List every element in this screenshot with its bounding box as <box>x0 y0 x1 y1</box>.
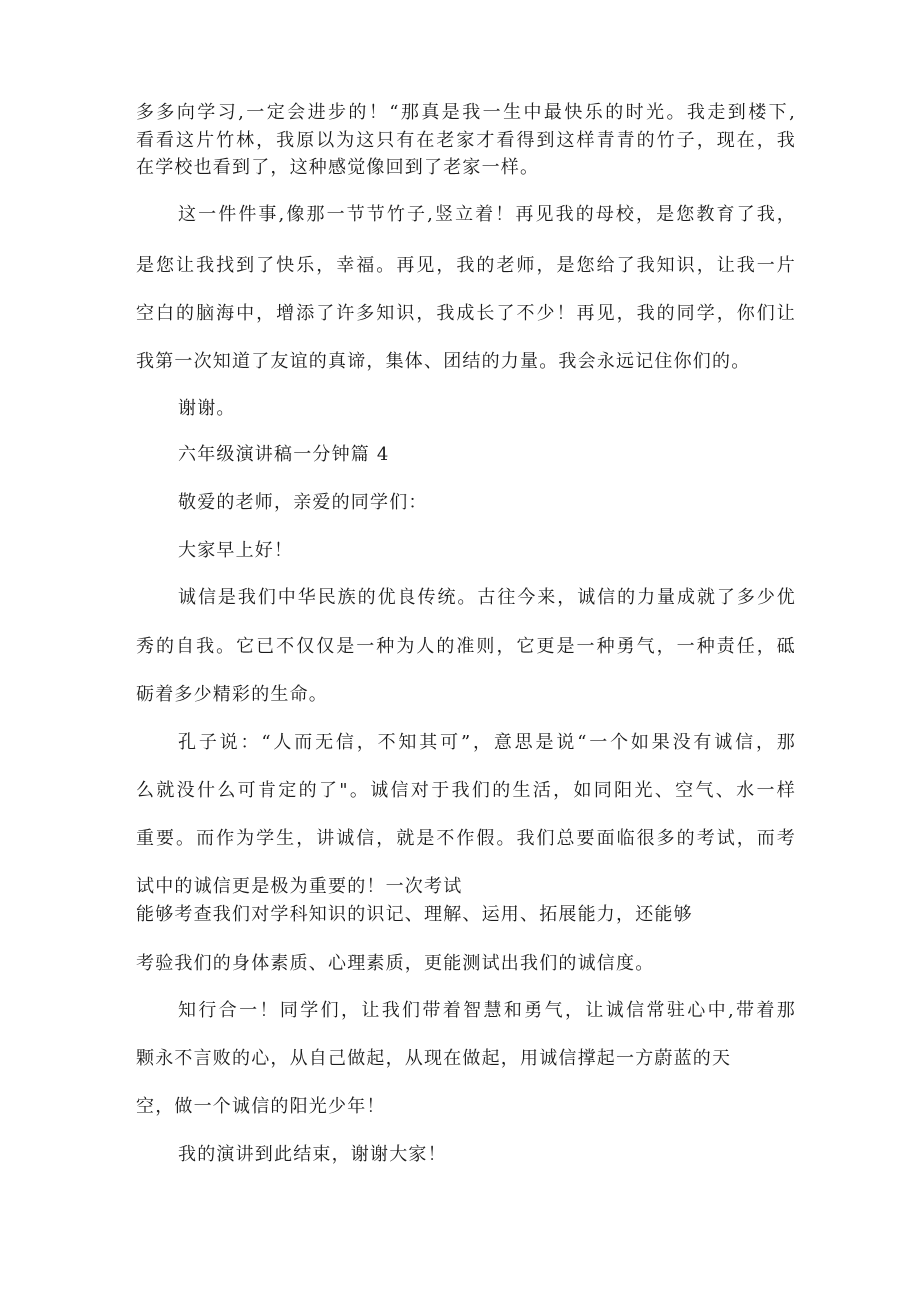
section-heading: 六年级演讲稿一分钟篇 4 <box>178 444 390 465</box>
text-line: 砺着多少精彩的生命。 <box>136 684 328 705</box>
text-line: 多多向学习,一定会进步的！“那真是我一生中最快乐的时光。我走到楼下, <box>136 102 796 123</box>
text-line: 颗永不言败的心，从自己做起，从现在做起，用诚信撑起一方蔚蓝的天 <box>136 1048 732 1069</box>
text-line: 重要。而作为学生，讲诚信，就是不作假。我们总要面临很多的考试，而考 <box>136 828 796 849</box>
text-line: 看看这片竹林，我原以为这只有在老家才看得到这样青青的竹子，现在，我 <box>136 130 796 151</box>
text-line: 空白的脑海中，增添了许多知识，我成长了不少！再见，我的同学，你们让 <box>136 303 796 324</box>
closing-line: 我的演讲到此结束，谢谢大家！ <box>178 1144 447 1165</box>
text-line: 能够考查我们对学科知识的识记、理解、运用、拓展能力，还能够 <box>136 904 693 925</box>
text-line: 我第一次知道了友谊的真谛，集体、团结的力量。我会永远记住你们的。 <box>136 351 751 372</box>
text-line: 诚信是我们中华民族的优良传统。古往今来，诚信的力量成就了多少优 <box>178 587 796 608</box>
text-line: 这一件件事,像那一节节竹子,竖立着！再见我的母校，是您教育了我， <box>178 204 796 225</box>
text-line: 空，做一个诚信的阳光少年！ <box>136 1096 386 1117</box>
text-line: 谢谢。 <box>178 398 236 419</box>
text-line: 孔子说：“人而无信，不知其可”，意思是说“一个如果没有诚信，那 <box>178 732 796 753</box>
text-line: 试中的诚信更是极为重要的！一次考试 <box>136 876 463 897</box>
text-line: 在学校也看到了，这种感觉像回到了老家一样。 <box>136 157 540 178</box>
text-line: 秀的自我。它已不仅仅是一种为人的准则，它更是一种勇气，一种责任，砥 <box>136 636 796 657</box>
text-line: 考验我们的身体素质、心理素质，更能测试出我们的诚信度。 <box>136 953 655 974</box>
text-line: 么就没什么可肯定的了"。诚信对于我们的生活，如同阳光、空气、水一样 <box>136 780 796 801</box>
text-line: 是您让我找到了快乐，幸福。再见，我的老师，是您给了我知识，让我一片 <box>136 255 796 276</box>
text-line: 知行合一！同学们，让我们带着智慧和勇气，让诚信常驻心中,带着那 <box>178 1000 796 1021</box>
greeting: 大家早上好！ <box>178 540 294 561</box>
salutation: 敬爱的老师，亲爱的同学们： <box>178 492 428 513</box>
